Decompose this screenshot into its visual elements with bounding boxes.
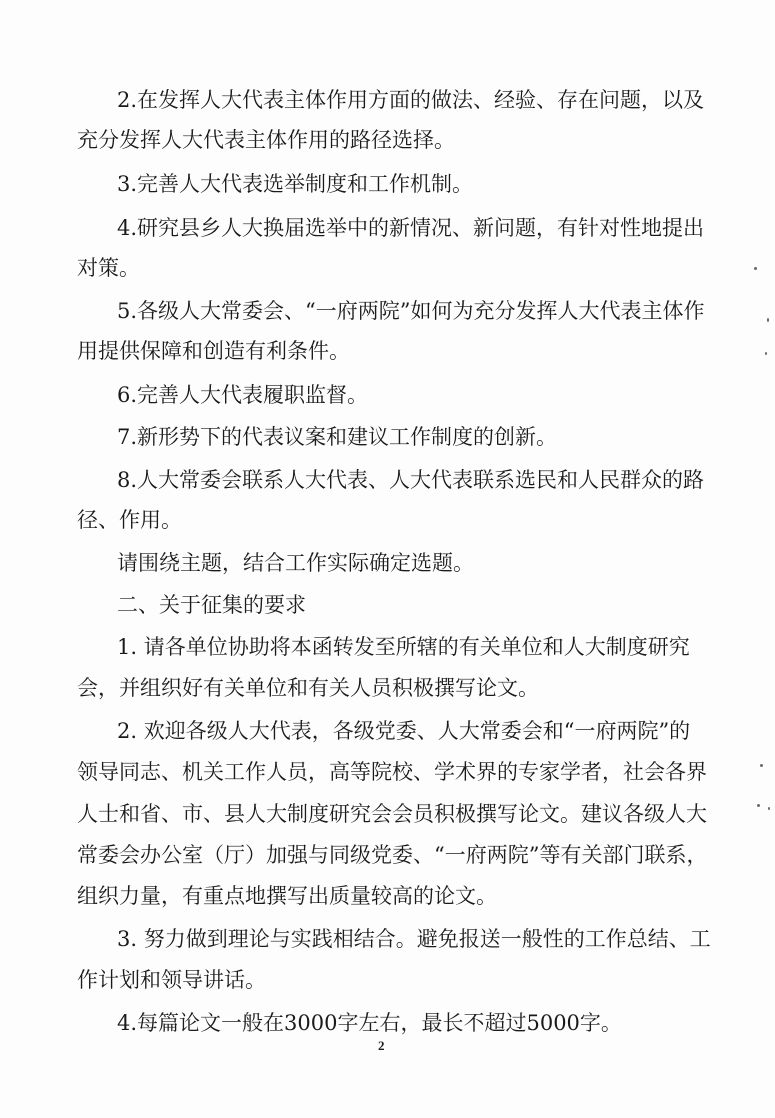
requirement-1-line-1: 1. 请各单位协助将本函转发至所辖的有关单位和人大制度研究 (117, 635, 690, 659)
paragraph-item-5-line-2: 用提供保障和创造有利条件。 (77, 339, 350, 363)
paragraph-item-5-line-1: 5.各级人大常委会、“一府两院”如何为充分发挥人大代表主体作 (117, 299, 705, 323)
paragraph-item-3: 3.完善人大代表选举制度和工作机制。 (117, 172, 474, 196)
requirement-2-line-4: 常委会办公室（厅）加强与同级党委、“一府两院”等有关部门联系， (77, 843, 708, 867)
scan-speck (760, 764, 763, 767)
scan-speck (768, 807, 770, 810)
paragraph-item-6: 6.完善人大代表履职监督。 (117, 383, 369, 407)
paragraph-item-8-line-1: 8.人大常委会联系人大代表、人大代表联系选民和人民群众的路 (117, 468, 705, 492)
requirement-2-line-1: 2. 欢迎各级人大代表，各级党委、人大常委会和“一府两院”的 (117, 719, 691, 743)
requirement-2-line-2: 领导同志、机关工作人员，高等院校、学术界的专家学者，社会各界 (77, 760, 707, 784)
requirement-1-line-2: 会，并组织好有关单位和有关人员积极撰写论文。 (77, 676, 539, 700)
paragraph-item-2-line-1: 2.在发挥人大代表主体作用方面的做法、经验、存在问题，以及 (117, 88, 705, 112)
scan-speck (767, 318, 769, 322)
requirement-2-line-5: 组织力量，有重点地撰写出质量较高的论文。 (77, 884, 497, 908)
scan-speck (757, 804, 760, 807)
paragraph-item-4-line-2: 对策。 (77, 256, 140, 280)
paragraph-item-2-line-2: 充分发挥人大代表主体作用的路径选择。 (77, 128, 455, 152)
topic-note: 请围绕主题，结合工作实际确定选题。 (117, 551, 474, 575)
requirement-3-line-2: 作计划和领导讲话。 (77, 968, 266, 992)
requirement-3-line-1: 3. 努力做到理论与实践相结合。避免报送一般性的工作总结、工 (117, 927, 711, 951)
paragraph-item-4-line-1: 4.研究县乡人大换届选举中的新情况、新问题，有针对性地提出 (117, 216, 705, 240)
requirement-4: 4.每篇论文一般在3000字左右，最长不超过5000字。 (117, 1011, 622, 1035)
page-number: 2 (378, 1038, 385, 1053)
paragraph-item-7: 7.新形势下的代表议案和建议工作制度的创新。 (117, 425, 558, 449)
paragraph-item-8-line-2: 径、作用。 (77, 508, 182, 532)
requirement-2-line-3: 人士和省、市、县人大制度研究会会员积极撰写论文。建议各级人大 (77, 802, 707, 826)
section-heading: 二、关于征集的要求 (117, 593, 306, 617)
scan-speck (754, 267, 757, 270)
scan-speck (765, 352, 767, 355)
